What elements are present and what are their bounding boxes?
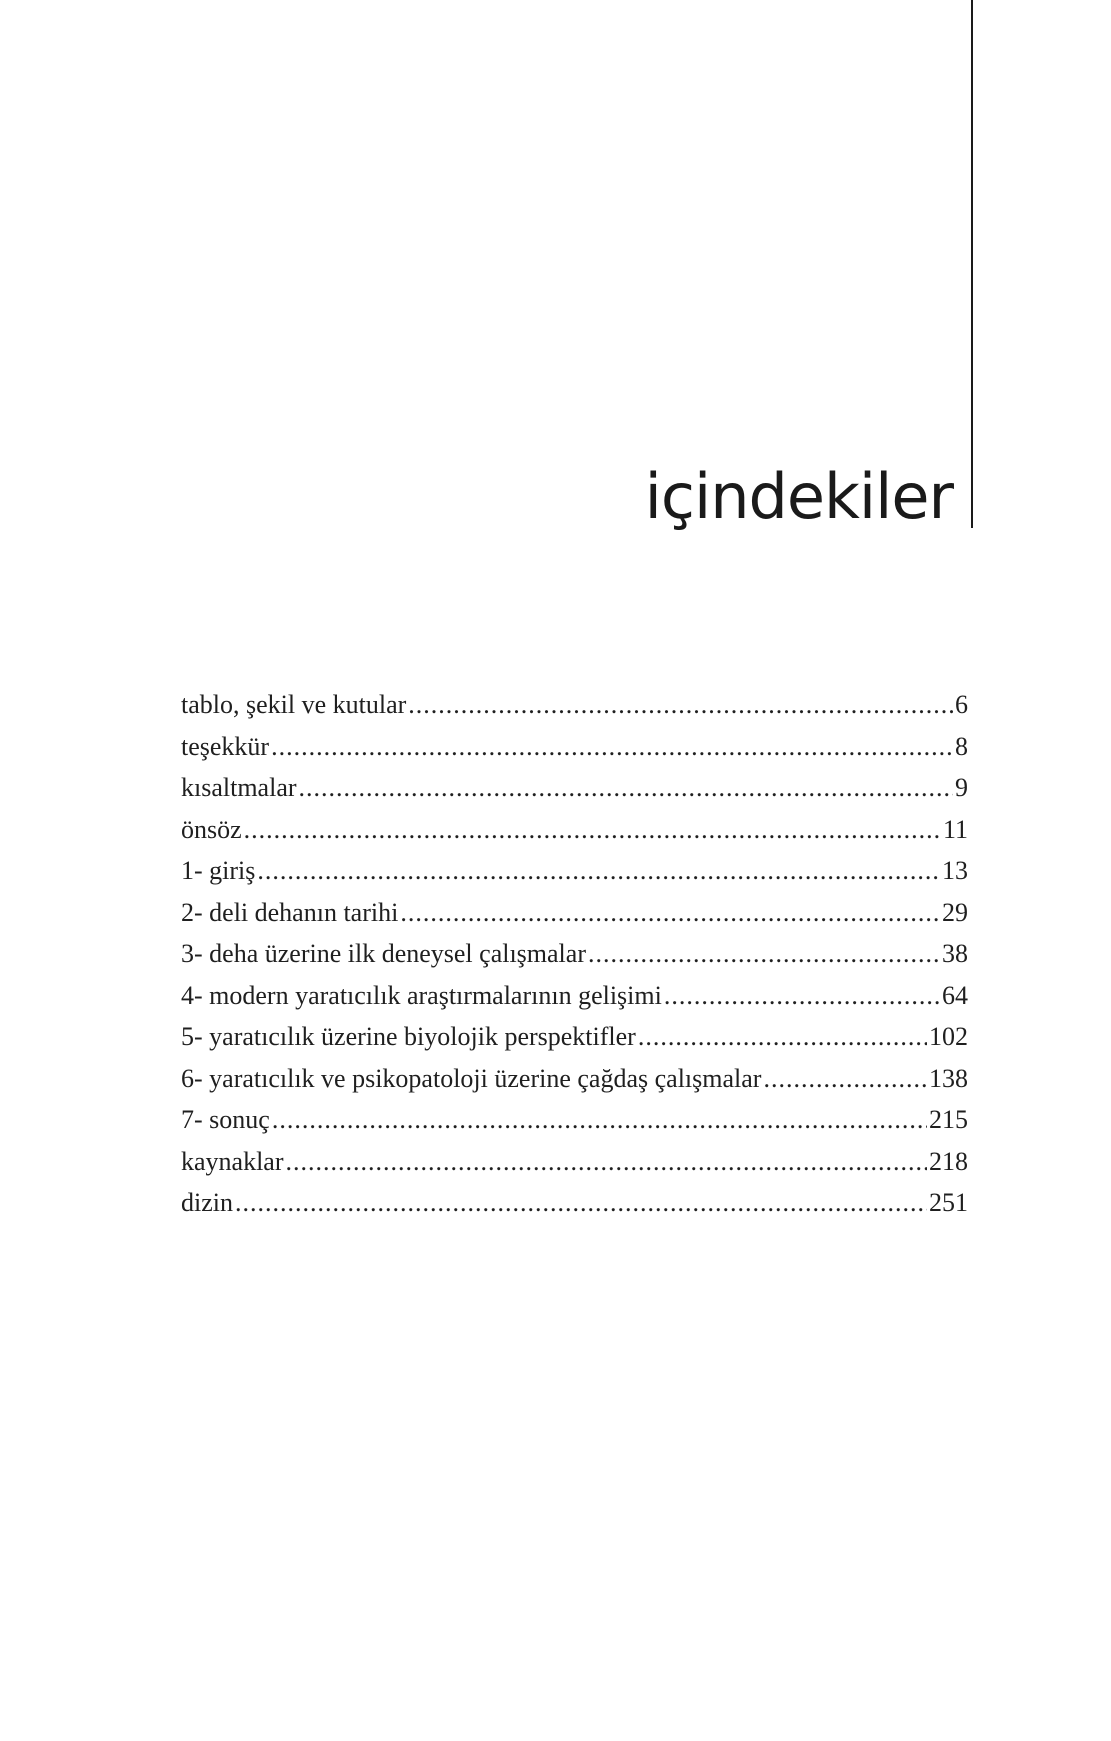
dot-leader [638, 1022, 927, 1052]
toc-entry-label: 1- giriş [181, 856, 256, 885]
toc-entry [181, 1064, 968, 1106]
toc-entry [181, 773, 968, 815]
toc-entry-label: 7- sonuç [181, 1105, 270, 1134]
toc-entry-page: 138 [929, 1063, 968, 1093]
toc-entry-page: 11 [942, 814, 968, 844]
toc-entry [181, 1188, 968, 1230]
dot-leader [664, 981, 940, 1011]
toc-entry-label: 5- yaratıcılık üzerine biyolojik perspektifler [181, 1022, 636, 1051]
toc-entry-label: kısaltmalar [181, 773, 297, 802]
toc-entry-page: 38 [942, 939, 968, 968]
dot-leader [299, 773, 953, 803]
dot-leader [235, 1188, 927, 1218]
toc-entry-label: teşekkür [181, 731, 270, 761]
toc-entry-page: 9 [955, 773, 968, 802]
page-title: içindekiler [644, 460, 953, 533]
toc-entry-page: 8 [955, 731, 968, 761]
toc-entry-page: 215 [929, 1105, 968, 1134]
table-of-contents [181, 690, 968, 1230]
toc-entry [181, 981, 968, 1023]
dot-leader [400, 898, 940, 928]
toc-entry-label: önsöz [181, 814, 242, 844]
toc-entry-label: kaynaklar [181, 1146, 284, 1176]
dot-leader [286, 1147, 927, 1177]
dot-leader [588, 939, 940, 969]
toc-entry [181, 690, 968, 732]
dot-leader [271, 732, 953, 762]
toc-entry-label: 2- deli dehanın tarihi [181, 897, 399, 927]
toc-entry [181, 1105, 968, 1147]
dot-leader [244, 815, 941, 845]
dot-leader [257, 856, 940, 886]
toc-entry-page: 218 [929, 1146, 968, 1176]
toc-entry [181, 898, 968, 940]
toc-entry [181, 815, 968, 857]
toc-entry [181, 1022, 968, 1064]
toc-entry-page: 13 [942, 856, 968, 885]
toc-entry-label: 6- yaratıcılık ve psikopatoloji üzerine çağdaş çalışmalar [181, 1063, 762, 1093]
toc-entry-label: 4- modern yaratıcılık araştırmalarının gelişimi [181, 980, 662, 1010]
toc-entry-page: 29 [942, 897, 968, 927]
toc-entry-page: 6 [955, 690, 968, 719]
toc-entry-label: dizin [181, 1188, 233, 1217]
toc-entry-page: 64 [942, 980, 968, 1010]
dot-leader [408, 690, 953, 720]
toc-entry [181, 856, 968, 898]
toc-entry [181, 732, 968, 774]
dot-leader [763, 1064, 927, 1094]
toc-entry-label: 3- deha üzerine ilk deneysel çalışmalar [181, 939, 586, 968]
vertical-rule [971, 0, 973, 528]
toc-entry-page: 251 [929, 1188, 968, 1217]
dot-leader [272, 1105, 927, 1135]
toc-entry-page: 102 [929, 1022, 968, 1051]
toc-entry-label: tablo, şekil ve kutular [181, 690, 407, 719]
toc-entry [181, 1147, 968, 1189]
toc-entry [181, 939, 968, 981]
